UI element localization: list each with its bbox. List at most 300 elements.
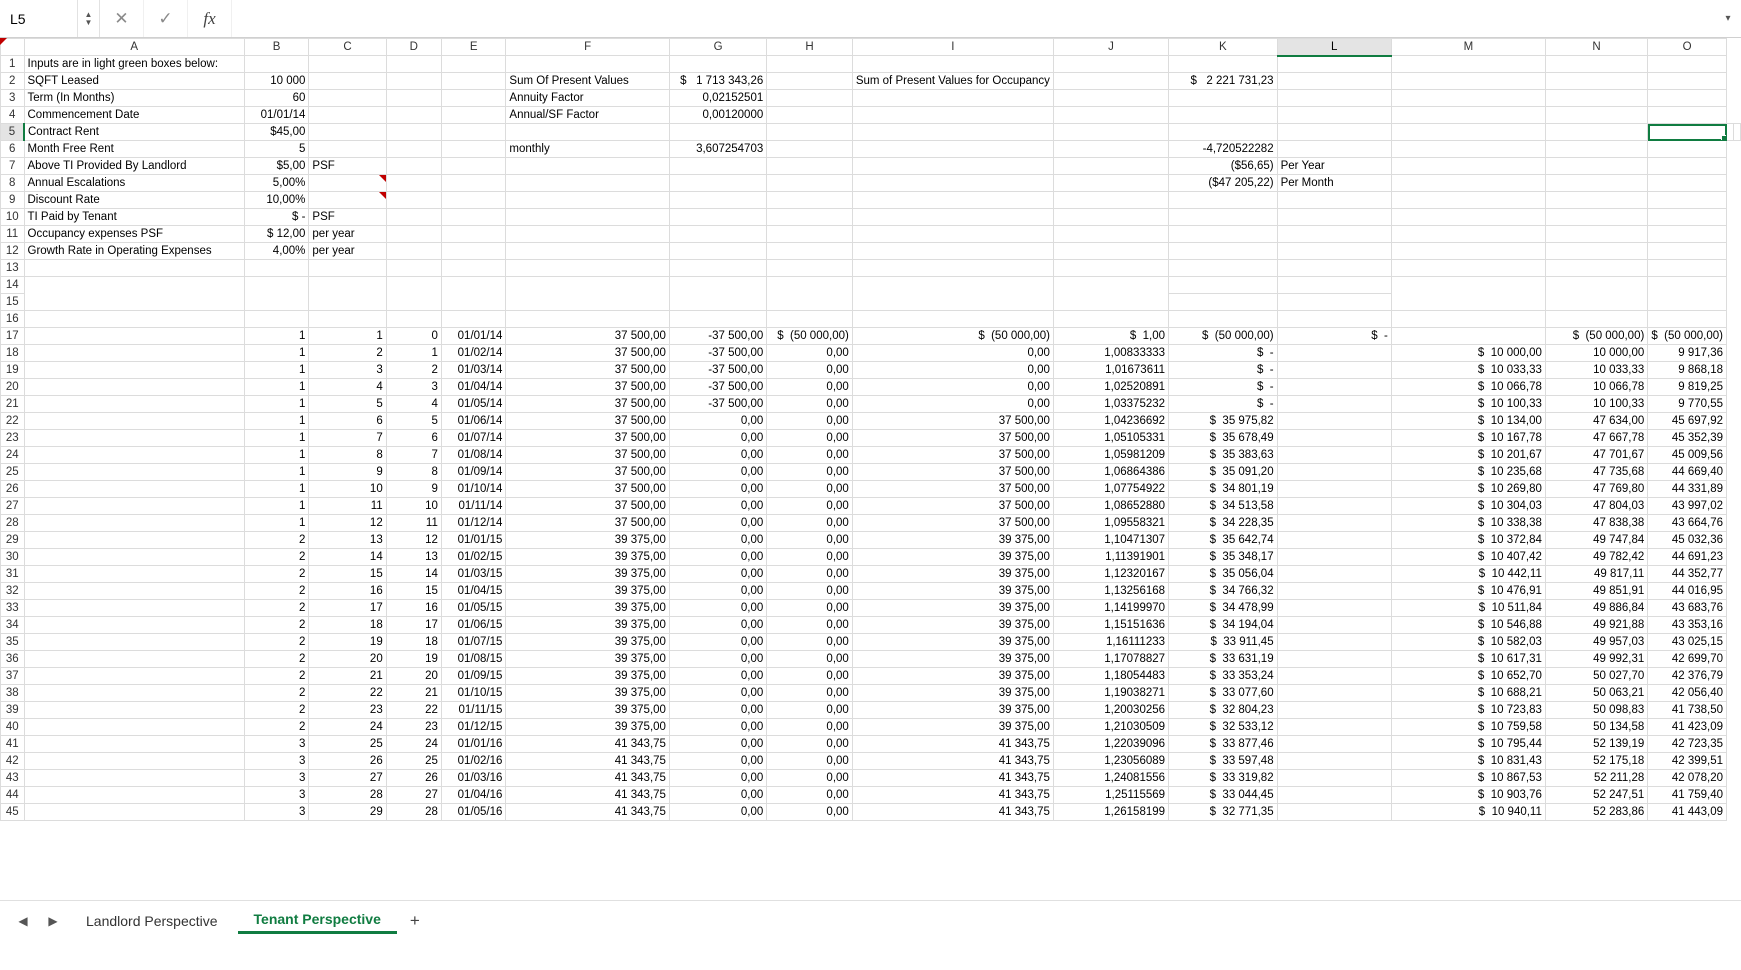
input-value[interactable]: $ 12,00 <box>244 226 309 243</box>
row-header-16[interactable]: 16 <box>1 311 25 328</box>
data-cell-date[interactable]: 01/02/16 <box>441 753 506 770</box>
add-sheet-icon[interactable]: + <box>409 910 420 930</box>
data-cell-tenant-adjustments[interactable] <box>1277 481 1391 498</box>
row-header-32[interactable]: 32 <box>1 583 25 600</box>
row-header-12[interactable]: 12 <box>1 243 25 260</box>
data-cell-timing[interactable]: 13 <box>386 549 441 566</box>
data-cell-net-present-value[interactable]: $ (50 000,00) <box>1169 328 1278 345</box>
data-cell-timing[interactable]: 0 <box>386 328 441 345</box>
input-unit[interactable] <box>309 141 386 158</box>
data-cell-year[interactable]: 3 <box>244 736 309 753</box>
data-cell-tenant-npv[interactable]: 43 664,76 <box>1648 515 1727 532</box>
data-cell-above-ti[interactable]: 0,00 <box>767 345 853 362</box>
data-cell-tenant-cash-flow[interactable]: 49 747,84 <box>1545 532 1647 549</box>
data-cell-rent[interactable]: 37 500,00 <box>506 447 670 464</box>
data-cell-a[interactable] <box>24 736 244 753</box>
data-cell-tenant-paid[interactable]: $ 10 000,00 <box>1391 345 1545 362</box>
tail-blank[interactable] <box>767 192 853 209</box>
data-cell-timing[interactable]: 5 <box>386 413 441 430</box>
data-cell-rent[interactable]: 41 343,75 <box>506 753 670 770</box>
data-cell-tenant-cash-flow[interactable]: 49 886,84 <box>1545 600 1647 617</box>
data-cell-above-ti[interactable]: 0,00 <box>767 379 853 396</box>
data-cell-a[interactable] <box>24 583 244 600</box>
tail-blank[interactable] <box>669 243 766 260</box>
row-header-33[interactable]: 33 <box>1 600 25 617</box>
data-cell-date[interactable]: 01/11/15 <box>441 702 506 719</box>
tail-blank[interactable] <box>441 243 506 260</box>
data-cell-npv-factor[interactable]: 1,06864386 <box>1053 464 1168 481</box>
data-cell-tenant-paid[interactable]: $ 10 201,67 <box>1391 447 1545 464</box>
data-cell-tenant-adjustments[interactable] <box>1277 464 1391 481</box>
data-cell-cash-flow[interactable]: 41 343,75 <box>852 736 1053 753</box>
data-cell-tenant-npv[interactable]: 41 423,09 <box>1648 719 1727 736</box>
column-header-c[interactable]: C <box>309 39 386 56</box>
tail-blank[interactable] <box>1648 226 1727 243</box>
spin-up-icon[interactable]: ▲ <box>84 9 93 19</box>
data-cell-timing[interactable]: 2 <box>386 362 441 379</box>
data-cell-tenant-cash-flow[interactable]: 50 134,58 <box>1545 719 1647 736</box>
row16-blank[interactable] <box>1391 311 1545 328</box>
data-cell-cash-flow[interactable]: 39 375,00 <box>852 651 1053 668</box>
data-cell-cash-flow[interactable]: 39 375,00 <box>852 583 1053 600</box>
data-cell-a[interactable] <box>24 379 244 396</box>
row-header-38[interactable]: 38 <box>1 685 25 702</box>
tail-blank[interactable] <box>1277 73 1391 90</box>
data-cell-tenant-adjustments[interactable] <box>1277 515 1391 532</box>
effective-rent-label[interactable]: EFFECTIVE RENT MONTHLY <box>506 175 670 192</box>
data-cell-net-present-value[interactable]: $ 33 319,82 <box>1169 770 1278 787</box>
data-cell-month[interactable]: 22 <box>309 685 386 702</box>
data-cell-tenant-npv[interactable]: 41 759,40 <box>1648 787 1727 804</box>
tail-blank[interactable] <box>506 192 670 209</box>
data-cell-npv-factor[interactable]: 1,03375232 <box>1053 396 1168 413</box>
data-cell-year[interactable]: 2 <box>244 719 309 736</box>
input-label[interactable]: Contract Rent <box>24 124 244 141</box>
data-cell-a[interactable] <box>24 515 244 532</box>
tail-blank[interactable] <box>1277 209 1391 226</box>
data-cell-month[interactable]: 25 <box>309 736 386 753</box>
data-cell-timing[interactable]: 7 <box>386 447 441 464</box>
data-cell-tenant-npv[interactable]: 44 352,77 <box>1648 566 1727 583</box>
data-cell-rent[interactable]: 37 500,00 <box>506 498 670 515</box>
data-cell-above-ti[interactable]: 0,00 <box>767 362 853 379</box>
mid-blank[interactable] <box>669 124 766 141</box>
data-cell-net-present-value[interactable]: $ 34 228,35 <box>1169 515 1278 532</box>
data-cell-month[interactable]: 10 <box>309 481 386 498</box>
tail-blank[interactable] <box>1391 158 1545 175</box>
data-cell-date[interactable]: 01/12/15 <box>441 719 506 736</box>
tail-blank[interactable] <box>1277 90 1391 107</box>
data-cell-net-present-value[interactable]: $ - <box>1169 379 1278 396</box>
input-label[interactable]: TI Paid by Tenant <box>24 209 244 226</box>
data-cell-month[interactable]: 17 <box>309 600 386 617</box>
data-cell-year[interactable]: 1 <box>244 430 309 447</box>
mid-blank[interactable] <box>386 73 441 90</box>
data-cell-npv-factor[interactable]: $ 1,00 <box>1053 328 1168 345</box>
data-cell-cash-flow[interactable]: 41 343,75 <box>852 804 1053 821</box>
row-header-18[interactable]: 18 <box>1 345 25 362</box>
mid2-blank[interactable] <box>767 175 853 192</box>
row-header-31[interactable]: 31 <box>1 566 25 583</box>
occupancy-value[interactable]: $ 2 221 731,23 <box>1169 73 1278 90</box>
row-header-36[interactable]: 36 <box>1 651 25 668</box>
mid-blank[interactable] <box>386 158 441 175</box>
mid-blank[interactable] <box>1545 124 1647 141</box>
data-cell-tenant-adjustments[interactable] <box>1277 634 1391 651</box>
data-cell-net-present-value[interactable]: $ 34 478,99 <box>1169 600 1278 617</box>
row16-blank[interactable] <box>244 311 309 328</box>
data-cell-timing[interactable]: 27 <box>386 787 441 804</box>
data-cell-year[interactable]: 1 <box>244 447 309 464</box>
data-cell-rent-discount[interactable]: 0,00 <box>669 430 766 447</box>
data-cell-date[interactable]: 01/10/14 <box>441 481 506 498</box>
data-cell-month[interactable]: 2 <box>309 345 386 362</box>
effective-rent-value[interactable]: $43,29 <box>669 158 766 175</box>
row13-blank[interactable] <box>386 260 441 277</box>
data-cell-month[interactable]: 18 <box>309 617 386 634</box>
data-cell-tenant-paid[interactable]: $ 10 235,68 <box>1391 464 1545 481</box>
row1-blank[interactable] <box>669 56 766 73</box>
data-cell-timing[interactable]: 25 <box>386 753 441 770</box>
tail-blank[interactable] <box>1277 107 1391 124</box>
data-cell-year[interactable]: 2 <box>244 566 309 583</box>
data-cell-month[interactable]: 12 <box>309 515 386 532</box>
mid-blank[interactable] <box>386 107 441 124</box>
data-cell-tenant-cash-flow[interactable]: 10 066,78 <box>1545 379 1647 396</box>
data-cell-npv-factor[interactable]: 1,05981209 <box>1053 447 1168 464</box>
data-cell-month[interactable]: 21 <box>309 668 386 685</box>
row16-blank[interactable] <box>506 311 670 328</box>
column-header-k[interactable]: K <box>1169 39 1278 56</box>
data-cell-rent[interactable]: 37 500,00 <box>506 464 670 481</box>
data-cell-cash-flow[interactable]: 39 375,00 <box>852 566 1053 583</box>
data-cell-tenant-npv[interactable]: 9 819,25 <box>1648 379 1727 396</box>
data-cell-tenant-adjustments[interactable] <box>1277 583 1391 600</box>
data-cell-a[interactable] <box>24 668 244 685</box>
data-cell-timing[interactable]: 11 <box>386 515 441 532</box>
data-cell-month[interactable]: 26 <box>309 753 386 770</box>
data-cell-net-present-value[interactable]: $ 35 642,74 <box>1169 532 1278 549</box>
data-cell-a[interactable] <box>24 532 244 549</box>
inputs-heading[interactable]: Inputs are in light green boxes below: <box>24 56 244 73</box>
row1-blank[interactable] <box>767 56 853 73</box>
data-cell-tenant-cash-flow[interactable]: 52 247,51 <box>1545 787 1647 804</box>
input-unit[interactable] <box>309 124 386 141</box>
data-cell-tenant-adjustments[interactable] <box>1277 787 1391 804</box>
data-cell-timing[interactable]: 14 <box>386 566 441 583</box>
data-cell-a[interactable] <box>24 685 244 702</box>
tail-blank[interactable] <box>1053 226 1168 243</box>
tail-blank[interactable] <box>441 226 506 243</box>
data-cell-above-ti[interactable]: 0,00 <box>767 770 853 787</box>
input-unit[interactable]: PSF <box>309 158 386 175</box>
data-cell-rent-discount[interactable]: 0,00 <box>669 413 766 430</box>
data-cell-date[interactable]: 01/06/14 <box>441 413 506 430</box>
data-cell-tenant-adjustments[interactable] <box>1277 549 1391 566</box>
row-header-5[interactable]: 5 <box>1 124 25 141</box>
data-cell-cash-flow[interactable]: 39 375,00 <box>852 702 1053 719</box>
data-cell-net-present-value[interactable]: $ 33 044,45 <box>1169 787 1278 804</box>
data-cell-tenant-cash-flow[interactable]: $ (50 000,00) <box>1545 328 1647 345</box>
data-cell-rent-discount[interactable]: 0,00 <box>669 600 766 617</box>
mid-blank[interactable] <box>852 124 1053 141</box>
data-cell-rent[interactable]: 37 500,00 <box>506 345 670 362</box>
tail-blank[interactable] <box>1545 209 1647 226</box>
data-cell-date[interactable]: 01/02/14 <box>441 345 506 362</box>
row13-blank[interactable] <box>506 260 670 277</box>
row-header-29[interactable]: 29 <box>1 532 25 549</box>
row1-blank[interactable] <box>1053 56 1168 73</box>
data-cell-above-ti[interactable]: 0,00 <box>767 651 853 668</box>
data-cell-tenant-adjustments[interactable] <box>1277 736 1391 753</box>
input-value[interactable]: 5,00% <box>244 175 309 192</box>
chevron-down-icon[interactable]: ▾ <box>1725 13 1731 24</box>
data-cell-rent-discount[interactable]: -37 500,00 <box>669 328 766 345</box>
tail-blank[interactable] <box>1277 141 1391 158</box>
data-cell-rent[interactable]: 41 343,75 <box>506 804 670 821</box>
row-header-2[interactable]: 2 <box>1 73 25 90</box>
row-header-22[interactable]: 22 <box>1 413 25 430</box>
column-header-i[interactable]: I <box>852 39 1053 56</box>
data-cell-tenant-paid[interactable]: $ 10 134,00 <box>1391 413 1545 430</box>
column-header-g[interactable]: G <box>669 39 766 56</box>
data-cell-cash-flow[interactable]: 39 375,00 <box>852 532 1053 549</box>
tail-blank[interactable] <box>1391 107 1545 124</box>
data-cell-month[interactable]: 24 <box>309 719 386 736</box>
data-cell-tenant-cash-flow[interactable]: 47 701,67 <box>1545 447 1647 464</box>
row16-blank[interactable] <box>386 311 441 328</box>
data-cell-cash-flow[interactable]: 37 500,00 <box>852 447 1053 464</box>
data-cell-date[interactable]: 01/09/15 <box>441 668 506 685</box>
tail-blank[interactable] <box>1169 192 1278 209</box>
data-cell-a[interactable] <box>24 702 244 719</box>
data-cell-rent-discount[interactable]: 0,00 <box>669 515 766 532</box>
data-cell-date[interactable]: 01/12/14 <box>441 515 506 532</box>
tail-blank[interactable] <box>1053 90 1168 107</box>
data-cell-rent-discount[interactable]: 0,00 <box>669 498 766 515</box>
data-cell-date[interactable]: 01/03/14 <box>441 362 506 379</box>
row13-blank[interactable] <box>441 260 506 277</box>
level-annuity-unit[interactable]: Per Month <box>1277 175 1391 192</box>
data-cell-tenant-adjustments[interactable] <box>1277 651 1391 668</box>
data-cell-date[interactable]: 01/03/15 <box>441 566 506 583</box>
data-cell-date[interactable]: 01/09/14 <box>441 464 506 481</box>
data-cell-net-present-value[interactable]: $ - <box>1169 345 1278 362</box>
data-cell-a[interactable] <box>24 651 244 668</box>
data-cell-rent-discount[interactable]: 0,00 <box>669 634 766 651</box>
input-value[interactable]: $5,00 <box>244 158 309 175</box>
data-cell-rent-discount[interactable]: 0,00 <box>669 719 766 736</box>
data-cell-timing[interactable]: 1 <box>386 345 441 362</box>
data-cell-timing[interactable]: 16 <box>386 600 441 617</box>
data-cell-npv-factor[interactable]: 1,08652880 <box>1053 498 1168 515</box>
data-cell-year[interactable]: 2 <box>244 532 309 549</box>
tail-blank[interactable] <box>1545 141 1647 158</box>
data-cell-a[interactable] <box>24 464 244 481</box>
data-cell-cash-flow[interactable]: 41 343,75 <box>852 787 1053 804</box>
column-header-a[interactable]: A <box>24 39 244 56</box>
tail-blank[interactable] <box>386 243 441 260</box>
data-cell-rent[interactable]: 37 500,00 <box>506 328 670 345</box>
data-cell-npv-factor[interactable]: 1,13256168 <box>1053 583 1168 600</box>
mid-blank[interactable] <box>441 141 506 158</box>
data-cell-above-ti[interactable]: 0,00 <box>767 668 853 685</box>
data-cell-tenant-paid[interactable]: $ 10 066,78 <box>1391 379 1545 396</box>
tail-blank[interactable] <box>1053 192 1168 209</box>
data-cell-npv-factor[interactable]: 1,01673611 <box>1053 362 1168 379</box>
row16-blank[interactable] <box>767 311 853 328</box>
data-cell-date[interactable]: 01/06/15 <box>441 617 506 634</box>
data-cell-timing[interactable]: 26 <box>386 770 441 787</box>
data-cell-year[interactable]: 1 <box>244 362 309 379</box>
input-label[interactable]: Annual Escalations <box>24 175 244 192</box>
level-annuity-fill[interactable] <box>1053 158 1168 175</box>
data-cell-tenant-npv[interactable]: 9 917,36 <box>1648 345 1727 362</box>
tail-blank[interactable] <box>852 209 1053 226</box>
data-cell-a[interactable] <box>24 413 244 430</box>
data-cell-tenant-adjustments[interactable]: $ - <box>1277 328 1391 345</box>
tail-blank[interactable] <box>1277 226 1391 243</box>
mid-blank[interactable] <box>441 158 506 175</box>
input-value[interactable]: $ - <box>244 209 309 226</box>
row-header-42[interactable]: 42 <box>1 753 25 770</box>
data-cell-above-ti[interactable]: 0,00 <box>767 430 853 447</box>
tail-blank[interactable] <box>386 192 441 209</box>
tail-blank[interactable] <box>1391 73 1545 90</box>
row13-blank[interactable] <box>1053 260 1168 277</box>
data-cell-rent[interactable]: 37 500,00 <box>506 481 670 498</box>
data-cell-timing[interactable]: 10 <box>386 498 441 515</box>
tail-blank[interactable] <box>1053 209 1168 226</box>
data-cell-tenant-npv[interactable]: 45 009,56 <box>1648 447 1727 464</box>
data-cell-tenant-npv[interactable]: 44 669,40 <box>1648 464 1727 481</box>
data-cell-rent[interactable]: 39 375,00 <box>506 668 670 685</box>
data-cell-tenant-npv[interactable]: 43 997,02 <box>1648 498 1727 515</box>
data-cell-year[interactable]: 3 <box>244 804 309 821</box>
data-cell-cash-flow[interactable]: 37 500,00 <box>852 515 1053 532</box>
data-cell-tenant-npv[interactable]: 42 399,51 <box>1648 753 1727 770</box>
data-cell-tenant-adjustments[interactable] <box>1277 753 1391 770</box>
row13-blank[interactable] <box>852 260 1053 277</box>
row13-blank[interactable] <box>767 260 853 277</box>
tail-blank[interactable] <box>1053 107 1168 124</box>
tail-blank[interactable] <box>1648 107 1727 124</box>
data-cell-month[interactable]: 23 <box>309 702 386 719</box>
data-cell-year[interactable]: 2 <box>244 617 309 634</box>
data-cell-npv-factor[interactable]: 1,10471307 <box>1053 532 1168 549</box>
input-unit[interactable] <box>309 192 386 209</box>
data-cell-rent[interactable]: 39 375,00 <box>506 685 670 702</box>
tail-blank[interactable] <box>1648 243 1727 260</box>
summary-value[interactable]: $ 1 713 343,26 <box>669 73 766 90</box>
input-label[interactable]: Month Free Rent <box>24 141 244 158</box>
effective-rent-label[interactable]: EFFECTIVE RENT PSF <box>506 158 670 175</box>
tail-blank[interactable] <box>1277 243 1391 260</box>
summary-label[interactable]: Annual/SF Factor <box>506 107 670 124</box>
input-unit[interactable]: per year <box>309 243 386 260</box>
data-cell-year[interactable]: 1 <box>244 328 309 345</box>
data-cell-month[interactable]: 16 <box>309 583 386 600</box>
row-header-20[interactable]: 20 <box>1 379 25 396</box>
column-header-h[interactable]: H <box>767 39 853 56</box>
data-cell-npv-factor[interactable]: 1,11391901 <box>1053 549 1168 566</box>
data-cell-date[interactable]: 01/07/14 <box>441 430 506 447</box>
mid-blank[interactable] <box>441 175 506 192</box>
data-cell-a[interactable] <box>24 328 244 345</box>
data-cell-tenant-paid[interactable]: $ 10 652,70 <box>1391 668 1545 685</box>
tail-blank[interactable] <box>1648 209 1727 226</box>
row13-blank[interactable] <box>1169 260 1278 277</box>
data-cell-cash-flow[interactable]: 39 375,00 <box>852 600 1053 617</box>
data-cell-timing[interactable]: 4 <box>386 396 441 413</box>
tail-blank[interactable] <box>1545 192 1647 209</box>
data-cell-net-present-value[interactable]: $ 32 533,12 <box>1169 719 1278 736</box>
mid2-blank[interactable] <box>767 141 853 158</box>
tail-blank[interactable] <box>852 90 1053 107</box>
data-cell-tenant-adjustments[interactable] <box>1277 379 1391 396</box>
row16-blank[interactable] <box>1648 311 1727 328</box>
data-cell-tenant-cash-flow[interactable]: 52 139,19 <box>1545 736 1647 753</box>
mid-blank[interactable] <box>767 107 853 124</box>
mid-blank[interactable] <box>767 90 853 107</box>
data-cell-above-ti[interactable]: 0,00 <box>767 549 853 566</box>
input-value[interactable]: 10 000 <box>244 73 309 90</box>
data-cell-rent[interactable]: 41 343,75 <box>506 736 670 753</box>
input-label[interactable]: Commencement Date <box>24 107 244 124</box>
tail-blank[interactable] <box>1545 73 1647 90</box>
tail-blank[interactable] <box>1169 209 1278 226</box>
data-cell-tenant-paid[interactable]: $ 10 903,76 <box>1391 787 1545 804</box>
data-cell-cash-flow[interactable]: $ (50 000,00) <box>852 328 1053 345</box>
tail-blank[interactable] <box>386 226 441 243</box>
row13-blank[interactable] <box>1545 260 1647 277</box>
data-cell-date[interactable]: 01/08/14 <box>441 447 506 464</box>
row-header-13[interactable]: 13 <box>1 260 25 277</box>
data-cell-year[interactable]: 1 <box>244 345 309 362</box>
tail-blank[interactable] <box>1648 192 1727 209</box>
data-cell-net-present-value[interactable]: $ 35 678,49 <box>1169 430 1278 447</box>
data-cell-month[interactable]: 8 <box>309 447 386 464</box>
input-value[interactable]: 5 <box>244 141 309 158</box>
data-cell-tenant-cash-flow[interactable]: 10 033,33 <box>1545 362 1647 379</box>
data-cell-tenant-npv[interactable]: 43 683,76 <box>1648 600 1727 617</box>
data-cell-rent-discount[interactable]: 0,00 <box>669 787 766 804</box>
tail-blank[interactable] <box>1545 158 1647 175</box>
tail-blank[interactable] <box>1053 243 1168 260</box>
data-cell-tenant-cash-flow[interactable]: 49 921,88 <box>1545 617 1647 634</box>
data-cell-year[interactable]: 2 <box>244 702 309 719</box>
data-cell-tenant-cash-flow[interactable]: 52 175,18 <box>1545 753 1647 770</box>
data-cell-a[interactable] <box>24 430 244 447</box>
row-header-27[interactable]: 27 <box>1 498 25 515</box>
row-header-23[interactable]: 23 <box>1 430 25 447</box>
row-header-7[interactable]: 7 <box>1 158 25 175</box>
tail-blank[interactable] <box>1545 175 1647 192</box>
data-cell-tenant-npv[interactable]: 41 738,50 <box>1648 702 1727 719</box>
data-cell-date[interactable]: 01/01/14 <box>441 328 506 345</box>
data-cell-tenant-paid[interactable]: $ 10 617,31 <box>1391 651 1545 668</box>
data-cell-above-ti[interactable]: 0,00 <box>767 600 853 617</box>
data-cell-cash-flow[interactable]: 37 500,00 <box>852 498 1053 515</box>
tail-blank[interactable] <box>1545 226 1647 243</box>
data-cell-npv-factor[interactable]: 1,02520891 <box>1053 379 1168 396</box>
data-cell-month[interactable]: 29 <box>309 804 386 821</box>
data-cell-tenant-adjustments[interactable] <box>1277 685 1391 702</box>
data-cell-tenant-npv[interactable]: 45 697,92 <box>1648 413 1727 430</box>
data-cell-npv-factor[interactable]: 1,26158199 <box>1053 804 1168 821</box>
input-unit[interactable] <box>309 73 386 90</box>
input-value[interactable]: 4,00% <box>244 243 309 260</box>
